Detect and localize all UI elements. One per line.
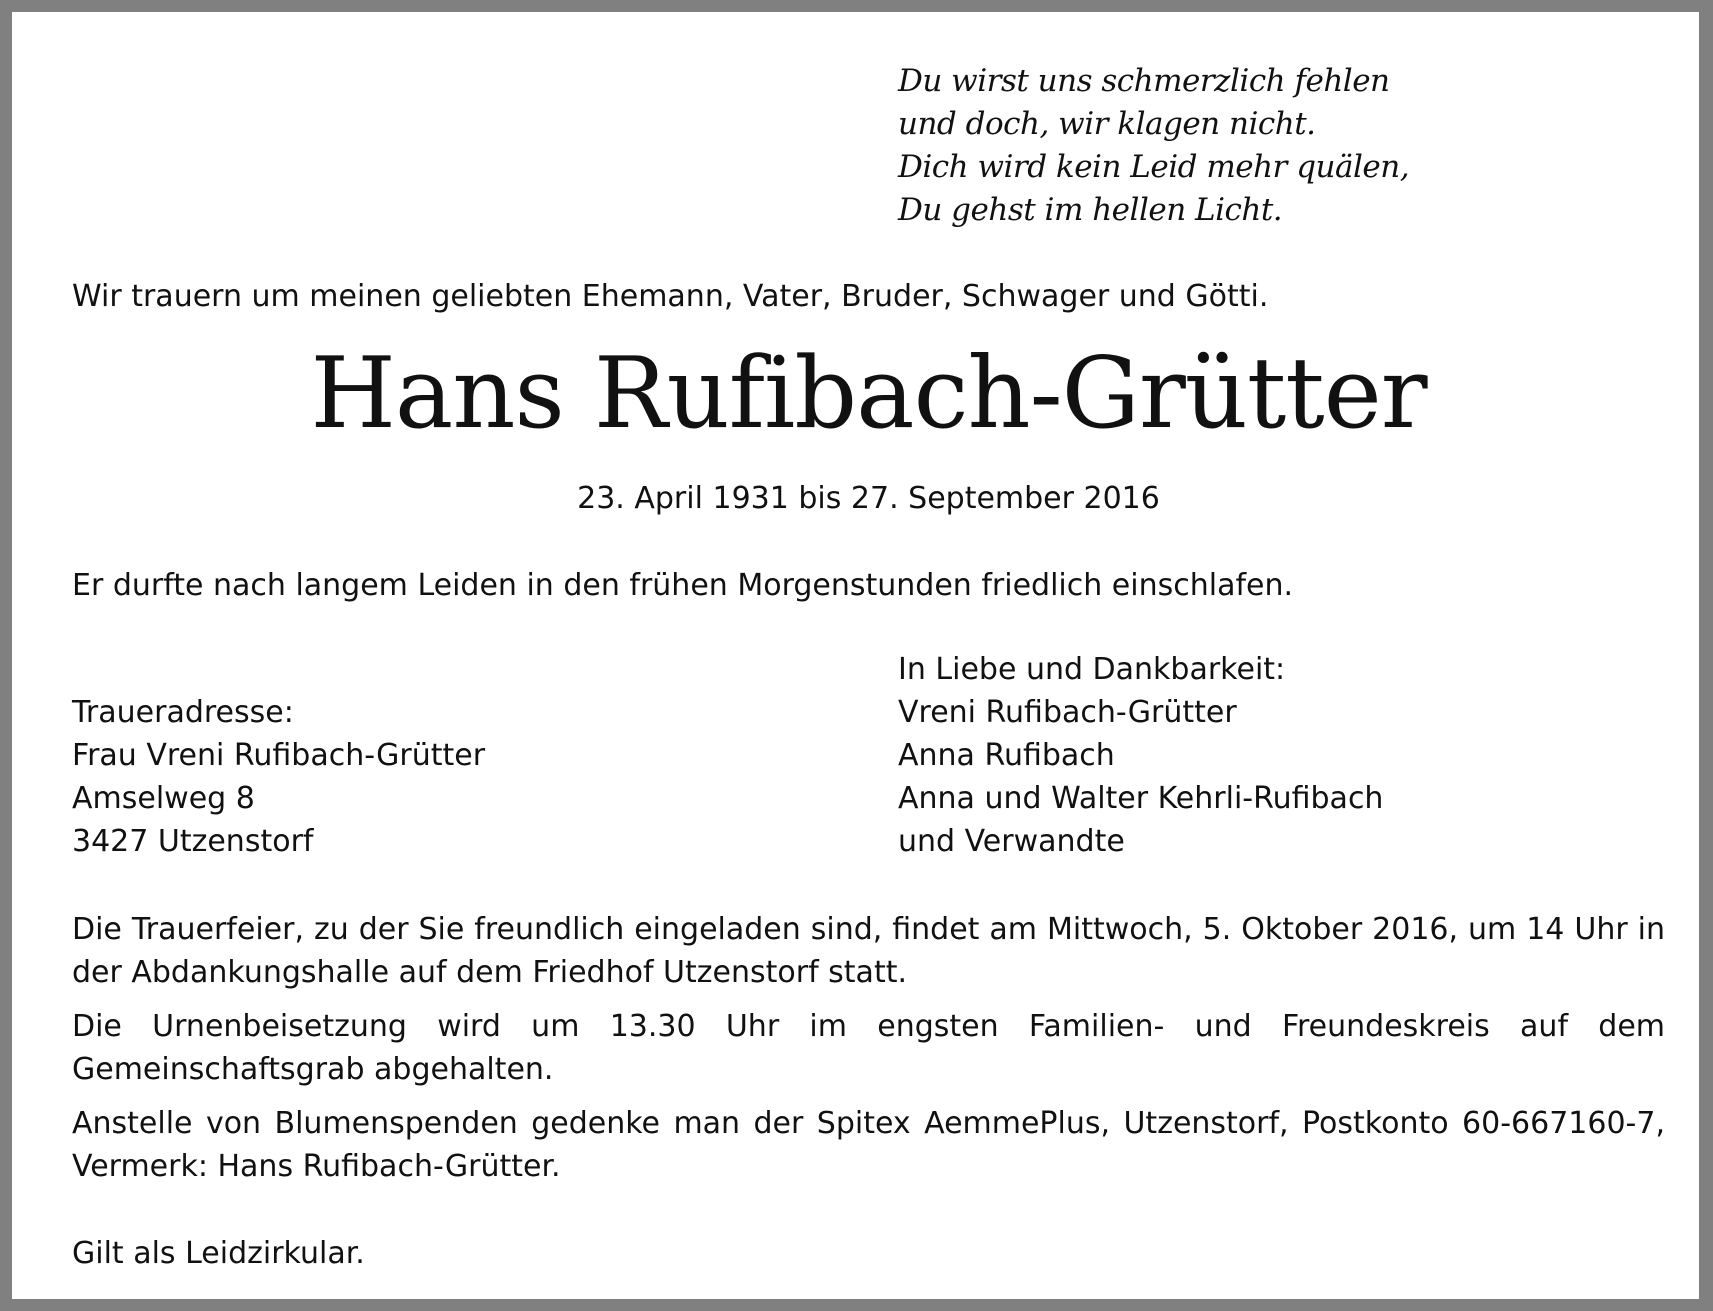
poem-line: Du wirst uns schmerzlich fehlen [898,63,1390,99]
family-member: Anna Rufibach [898,738,1115,773]
donation-paragraph: Anstelle von Blumenspenden gedenke man der Spitex AemmePlus, Utzenstorf, Postkonto 60-667160-7, Vermerk: Hans Rufibach-Grütter. [72,1106,1665,1184]
closing-note: Gilt als Leidzirkular. [72,1236,365,1271]
funeral-paragraph: Die Trauerfeier, zu der Sie freundlich eingeladen sind, findet am Mittwoch, 5. Oktober 2016, um 14 Uhr in der Abdankungshalle auf dem Friedhof Utzenstorf statt. [72,912,1665,990]
poem-line: und doch, wir klagen nicht. [898,106,1316,142]
family-member: Vreni Rufibach-Grütter [898,695,1237,730]
family-member: Anna und Walter Kehrli-Rufibach [898,781,1384,816]
poem [898,60,1409,232]
passing-text: Er durfte nach langem Leiden in den frühen Morgenstunden friedlich einschlafen. [72,568,1294,603]
address-label: Traueradresse: [72,695,294,730]
poem-line: Dich wird kein Leid mehr quälen, [898,149,1410,185]
address-line: Amselweg 8 [72,781,255,816]
urn-burial-paragraph: Die Urnenbeisetzung wird um 13.30 Uhr im engsten Familien- und Freundeskreis auf dem Gemeinschaftsgrab abgehalten. [72,1009,1665,1087]
address-line: 3427 Utzenstorf [72,824,314,859]
family-label: In Liebe und Dankbarkeit: [898,652,1286,687]
life-dates: 23. April 1931 bis 27. September 2016 [577,481,1160,516]
address-line: Frau Vreni Rufibach-Grütter [72,738,486,773]
poem-line: Du gehst im hellen Licht. [898,192,1283,228]
family-member: und Verwandte [898,824,1125,859]
mourning-address [72,691,485,863]
intro-text: Wir trauern um meinen geliebten Ehemann, Vater, Bruder, Schwager und Götti. [72,279,1269,314]
family-signatures [898,648,1383,863]
deceased-name: Hans Rufibach-Grütter [310,337,1427,451]
